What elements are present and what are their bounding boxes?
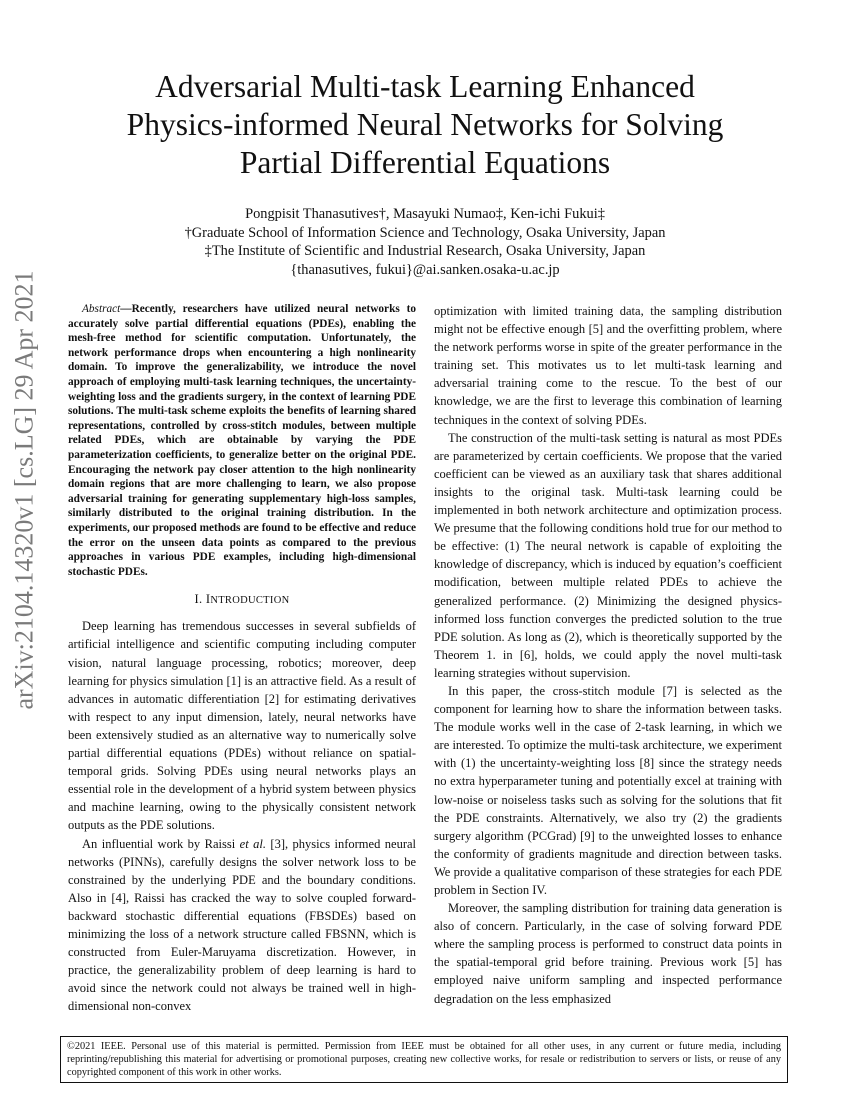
abstract [68,302,416,579]
section-title-rest: NTRODUCTION [210,595,290,607]
intro-paragraph-3: The construction of the multi-task setting is natural as most PDEs are parameterized by certain coefficients. We propose that the varied coefficient can be viewed as an auxiliary task that shares additional insights to the original task. Multi-task learning could be implemented in both network architecture and optimization process. We presume that the following conditions hold true for our method to be effective: (1) The neural network is capable of exploiting the knowledge of discrepancy, which is induced by equation’s coefficient modification, between multiple related PDEs to achieve the generalized performance. (2) Minimizing the designed physics-informed loss function converges the predicted solution to the true PDE solution. As long as (2), which is theoretically supported by the Theorem 1. in [6], holds, we could apply the novel multi-task learning strategies without supervision. [434,430,782,680]
paper-title [60,68,790,182]
arxiv-identifier-text: arXiv:2104.14320v1 [cs.LG] 29 Apr 2021 [10,270,39,710]
section-title-initial: I [205,592,211,607]
title-line-3: Partial Differential Equations [239,145,611,180]
intro-paragraph-1: Deep learning has tremendous successes in several subfields of artificial intelligence and scientific computing including computer vision, natural language processing, robotics; moreover, deep learning for physics simulation [1] is an attractive field. As a result of advances in automatic differentiation [2] for estimating derivatives with respect to any input dimension, lately, neural networks have been extensively studied as an alternative way to numerically solve partial differential equations (PDEs) without reliance on spatial-temporal grids. Solving PDEs using neural networks plays an essential role in the development of a hybrid system between physics and machine learning, owing to the physically consistent network outputs as the PDE solutions. [68,619,416,833]
paragraph-2-start: An influential work by Raissi [82,836,240,851]
et-al-italic: et al. [239,836,266,851]
arxiv-identifier-stamp [4,270,46,710]
intro-paragraph-5: Moreover, the sampling distribution for training data generation is also of concern. Particularly, in the case of solving forward PDE where the sampling process is performed to construct data points in the spatial-temporal grid before training. Previous work [5] has employed naive uniform sampling and inspected performance degradation on the less emphasized [434,901,782,1006]
title-line-2: Physics-informed Neural Networks for Solving [126,107,724,142]
section-number: I. [194,592,206,607]
abstract-text: —Recently, researchers have utilized neural networks to accurately solve partial differential equations (PDEs), enabling the mesh-free method for scientific computation. Unfortunately, the network performance drops when encountering a high nonlinearity domain. To improve the generalizability, we introduce the novel approach of employing multi-task learning techniques, the uncertainty-weighting loss and the gradients surgery, in the context of learning PDE solutions. The multi-task scheme exploits the benefits of learning shared representations, controlled by cross-stitch modules, between multiple related PDEs, which are obtainable by varying the PDE parameterization coefficients, to generalize better on the original PDE. Encouraging the network pay closer attention to the high nonlinearity domain regions that are more challenging to learn, we also propose adversarial training for generating supplementary high-loss samples, similarly distributed to the original training distribution. In the experiments, our proposed methods are found to be effective and reduce the error on the unseen data points as compared to the previous approaches in various PDE examples, including high-dimensional stochastic PDEs. [68,303,416,578]
affiliation-1: †Graduate School of Information Science and Technology, Osaka University, Japan [184,224,666,241]
intro-paragraph-4: In this paper, the cross-stitch module [7] is selected as the component for learning how to share the information between tasks. The module works well in the case of 2-task learning, in which we are interested. To optimize the multi-task architecture, we experiment with (1) the uncertainty-weighting loss [8] since the strategy needs no extra hyperparameter tuning and potentially excel at training with low-noise or noiseless tasks such as solving for the solutions that fit the PDE constraints. Alternatively, we also try (2) the gradients surgery algorithm (PCGrad) [9] to the unweighted losses to enhance the conformity of gradients magnitude and direction between tasks. We provide a qualitative comparison of these strategies for each PDE problem in Section IV. [434,683,782,897]
paragraph-2-rest: [3], physics informed neural networks (PINNs), carefully designs the solver network loss to be constrained by the underlying PDE and the boundary conditions. Also in [4], Raissi has cracked the way to solve coupled forward-backward stochastic differential equations (FBSDEs) based on minimizing the loss of a network structure called FBSNN, which is constructed from Euler-Maruyama discretization. However, in practice, the generalizability problem of deep learning is hard to avoid since the network could not always be trained well in high-dimensional non-convex [68,836,417,1014]
intro-paragraph-2 [68,835,416,1016]
author-block [60,205,790,279]
title-line-1: Adversarial Multi-task Learning Enhanced [155,69,695,104]
author-names: Pongpisit Thanasutives†, Masayuki Numao‡, Ken-ichi Fukui‡ [245,206,605,222]
affiliation-2: ‡The Institute of Scientific and Industrial Research, Osaka University, Japan [204,243,646,259]
section-heading-introduction [68,590,416,610]
author-email: {thanasutives, fukui}@ai.sanken.osaka-u.ac.jp [290,261,560,278]
intro-paragraph-2-continued: optimization with limited training data, the sampling distribution might not be effective enough [5] and the overfitting problem, where the network performs worse in spite of the greater performance in the training set. This motivates us to let multi-task learning and adversarial training come to the rescue. To the best of our knowledge, we are the first to leverage this combination of learning techniques in the context of solving PDEs. [434,304,782,427]
left-column [68,302,416,1015]
copyright-notice: ©2021 IEEE. Personal use of this material is permitted. Permission from IEEE must be obtained for all other uses, in any current or future media, including reprinting/republishing this material for advertising or promotional purposes, creating new collective works, for resale or redistribution to servers or lists, or reuse of any copyrighted component of this work in other works. [60,1036,788,1083]
abstract-label: Abstract [82,303,121,315]
right-column [434,302,782,1008]
